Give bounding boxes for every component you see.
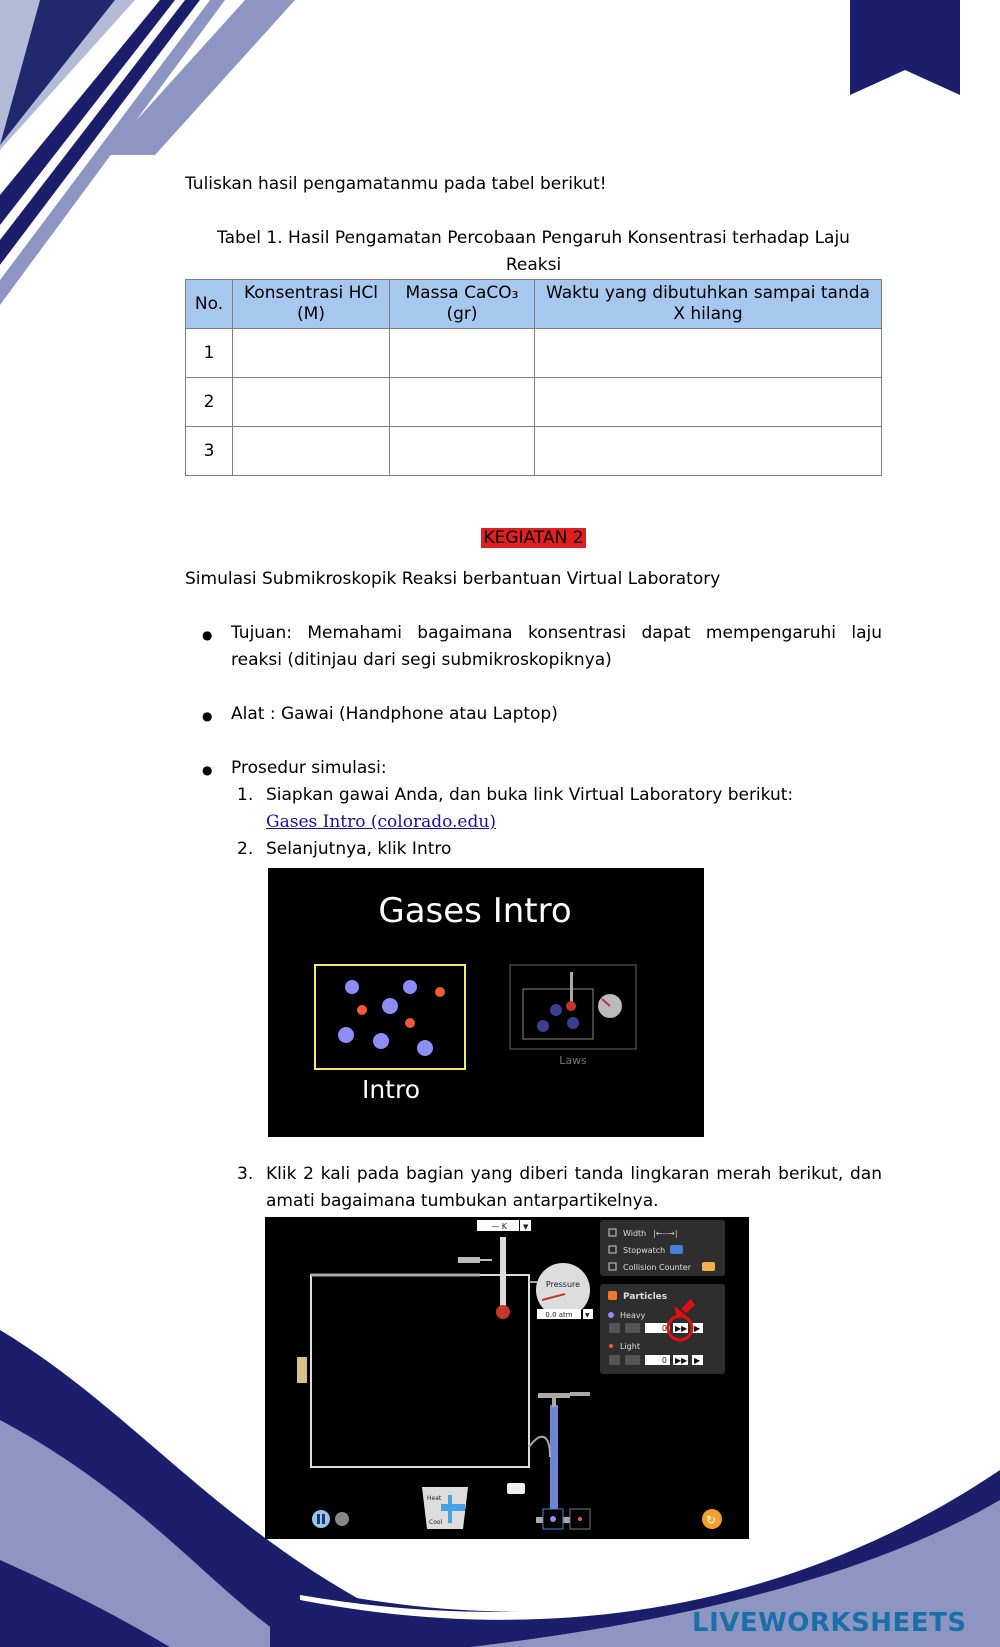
sim-title: Gases Intro [378,891,572,931]
gas-container [311,1275,529,1467]
liveworksheets-logo: LIVEWORKSHEETS [692,1608,967,1638]
tujuan-line1: Tujuan: Memahami bagaimana konsentrasi dapat mempengaruhi laju [231,623,882,643]
alat-text: Alat : Gawai (Handphone atau Laptop) [231,704,558,724]
particles-title: Particles [623,1292,668,1302]
intro-text: Tuliskan hasil pengamatanmu pada tabel berikut! [185,174,607,194]
temp-unit-select[interactable]: — K [491,1222,507,1231]
laws-label: Laws [559,1054,587,1067]
prosedur-title: Prosedur simulasi: [231,758,387,778]
step-3-line2: amati bagaimana tumbukan antarpartikelnya. [266,1191,659,1211]
reset-icon: ↻ [706,1513,717,1527]
light-count[interactable]: 0 [661,1356,667,1365]
col-header-hcl: Konsentrasi HCl (M) [233,280,390,329]
heavy-count[interactable]: 0 [661,1324,667,1333]
bullet-icon: ● [202,763,213,777]
step-number: 1. [237,785,254,805]
heavy-step-back-button[interactable] [609,1323,620,1333]
col-header-time: Waktu yang dibutuhkan sampai tanda X hilang [535,280,882,329]
cell-time[interactable] [535,427,882,476]
table-row [186,329,882,378]
step-1-text: Siapkan gawai Anda, dan buka link Virtual Laboratory berikut: [266,785,794,805]
svg-text:▶▶: ▶▶ [675,1356,688,1365]
table-row [186,378,882,427]
heavy-fast-back-button[interactable] [625,1323,640,1333]
step-number: 2. [237,839,254,859]
pressure-label: Pressure [545,1280,581,1289]
cell-caco3[interactable] [390,427,535,476]
intro-label: Intro [361,1075,421,1104]
tujuan-line2: reaksi (ditinjau dari segi submikroskopiknya) [231,650,612,670]
col-header-no: No. [186,280,233,329]
pause-button[interactable] [312,1510,330,1528]
gases-intro-screenshot [268,868,704,1137]
bicycle-pump[interactable] [550,1405,558,1520]
subtitle: Simulasi Submikroskopik Reaksi berbantuan Virtual Laboratory [185,569,721,589]
cell-no: 3 [186,427,233,476]
cell-hcl[interactable] [233,378,390,427]
cell-hcl[interactable] [233,329,390,378]
lid-handle[interactable] [458,1257,480,1263]
cell-no: 1 [186,329,233,378]
table-row [186,427,882,476]
stopwatch-icon [670,1245,683,1254]
chevron-down-icon[interactable]: ▼ [523,1223,529,1231]
bullet-icon: ● [202,709,213,723]
gases-sim-screenshot [265,1217,749,1539]
step-2-text: Selanjutnya, klik Intro [266,839,452,859]
cell-caco3[interactable] [390,329,535,378]
eraser-icon[interactable] [507,1483,525,1494]
chevron-down-icon[interactable]: ▼ [585,1312,590,1319]
collapse-icon[interactable] [608,1291,617,1300]
kegiatan-badge: KEGIATAN 2 [483,528,584,548]
svg-text:▶▶: ▶▶ [675,1324,688,1333]
gases-intro-link[interactable]: Gases Intro (colorado.edu) [266,812,496,832]
collision-counter-icon [702,1262,715,1271]
pressure-value: 0.0 atm [545,1311,573,1319]
intro-screen-button[interactable] [315,965,465,1104]
pressure-gauge [536,1263,590,1317]
cool-label: Cool [429,1519,443,1526]
stopwatch-option-label: Stopwatch [623,1246,666,1255]
observation-table [185,279,882,476]
bullet-icon: ● [202,628,213,642]
heat-label: Heat [427,1495,442,1502]
light-label: Light [620,1342,640,1351]
table-caption: Tabel 1. Hasil Pengamatan Percobaan Pengaruh Konsentrasi terhadap Laju Reaksi [217,228,850,275]
width-ruler-icon: |←--→| [653,1229,678,1238]
kegiatan-heading [185,525,882,552]
cell-caco3[interactable] [390,378,535,427]
laws-screen-button[interactable] [510,965,636,1067]
svg-text:▶: ▶ [694,1356,701,1365]
cell-no: 2 [186,378,233,427]
svg-text:▶: ▶ [694,1324,701,1333]
width-handle[interactable] [297,1357,307,1383]
cell-time[interactable] [535,329,882,378]
collision-option-label: Collision Counter [623,1263,692,1272]
cell-time[interactable] [535,378,882,427]
step-button[interactable] [335,1512,349,1526]
light-step-back-button[interactable] [609,1355,620,1365]
heavy-label: Heavy [620,1311,646,1320]
cell-hcl[interactable] [233,427,390,476]
light-fast-back-button[interactable] [625,1355,640,1365]
step-number: 3. [237,1164,254,1184]
width-option-label: Width [623,1229,647,1238]
step-3-line1: Klik 2 kali pada bagian yang diberi tanda lingkaran merah berikut, dan [266,1164,882,1184]
col-header-caco3: Massa CaCO₃ (gr) [390,280,535,329]
heat-cool-slider[interactable] [441,1504,465,1511]
